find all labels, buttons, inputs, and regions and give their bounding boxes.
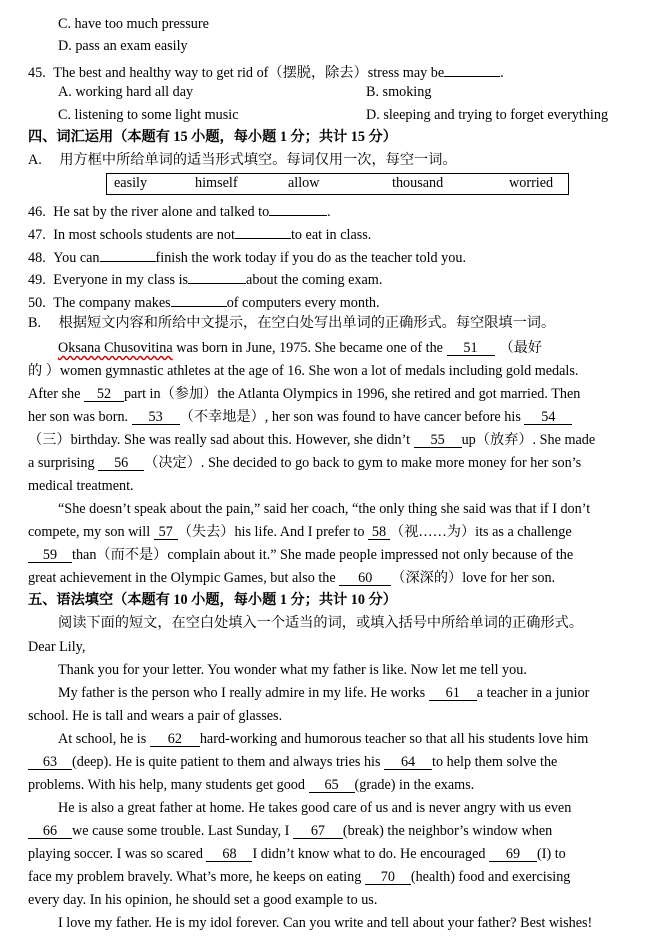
passage-text: up（放弃）. She made: [461, 432, 596, 448]
part-label: B.: [28, 315, 42, 331]
blank-51[interactable]: 51: [447, 339, 495, 356]
blank-52[interactable]: 52: [84, 385, 124, 402]
question-text: He sat by the river alone and talked to: [53, 204, 270, 220]
word-box-item: allow: [288, 175, 320, 191]
passage-line: [28, 545, 573, 565]
letter-line: every day. In his opinion, he should set a good example to us.: [28, 892, 378, 908]
letter-text: we cause some trouble. Last Sunday, I: [72, 823, 293, 839]
letter-line: He is also a great father at home. He takes good care of us and is never angry with us even: [58, 800, 572, 816]
passage-line: [28, 568, 555, 588]
question-text: The company makes: [53, 295, 171, 311]
question-stem: The best and healthy way to get rid of（摆脱，除去）stress may be: [53, 65, 445, 81]
passage-text: was born in June, 1975. She became one of the: [172, 340, 447, 356]
blank-67[interactable]: 67: [293, 822, 343, 839]
section-4-title: 四、词汇运用（本题有 15 小题，每小题 1 分；共计 15 分）: [28, 129, 397, 145]
question-45: 45. The best and healthy way to get rid of（摆脱，除去）stress may be .: [28, 60, 504, 83]
passage-text: （三）birthday. She was really sad about this. However, she didn’t: [28, 432, 414, 448]
letter-text: playing soccer. I was so scared: [28, 846, 207, 862]
q45-option-d: D. sleeping and trying to forget everything: [366, 107, 609, 123]
letter-text: a teacher in a junior: [476, 685, 590, 701]
passage-text: compete, my son will: [28, 524, 154, 540]
passage-line: [28, 384, 580, 404]
passage-text: a surprising: [28, 455, 99, 471]
letter-text: (deep). He is quite patient to them and always tries his: [72, 754, 385, 770]
letter-line: [28, 821, 552, 841]
passage-text: than（而不是）complain about it.” She made people impressed not only because of the: [72, 547, 574, 563]
passage-text: （不幸地是）, her son was found to have cancer before his: [179, 409, 525, 425]
blank-64[interactable]: 64: [384, 753, 432, 770]
instruction-text: 根据短文内容和所给中文提示，在空白处写出单词的正确形式。每空限填一词。: [58, 315, 556, 331]
question-number: 49.: [28, 272, 46, 288]
passage-line: [28, 522, 572, 542]
answer-blank[interactable]: [188, 267, 246, 284]
answer-blank[interactable]: [235, 222, 291, 239]
question-text: about the coming exam.: [246, 272, 383, 288]
letter-line: I love my father. He is my idol forever. Can you write and tell about your father? Best wishes!: [58, 915, 593, 931]
passage-line: [28, 407, 572, 427]
letter-line: [28, 867, 570, 887]
passage-text: （决定）. She decided to go back to gym to make more money for her son’s: [144, 455, 582, 471]
passage-text: After she: [28, 386, 84, 402]
question-text: You can: [53, 250, 100, 266]
blank-68[interactable]: 68: [206, 845, 252, 862]
word-box-item: easily: [114, 175, 148, 191]
part-b-instruction: [28, 313, 555, 333]
blank-54[interactable]: 54: [524, 408, 572, 425]
question-text: to eat in class.: [290, 227, 372, 243]
letter-text: (break) the neighbor’s window when: [342, 823, 553, 839]
question-47: [28, 222, 371, 245]
letter-line: [58, 729, 588, 749]
question-number: 47.: [28, 227, 46, 243]
blank-69[interactable]: 69: [489, 845, 537, 862]
q45-option-b: B. smoking: [366, 84, 432, 100]
part-label: A.: [28, 152, 42, 168]
passage-line: [28, 453, 581, 473]
question-text: Everyone in my class is: [53, 272, 189, 288]
blank-62[interactable]: 62: [150, 730, 200, 747]
question-number: 45.: [28, 65, 46, 81]
letter-text: face my problem bravely. What’s more, he keeps on eating: [28, 869, 365, 885]
blank-65[interactable]: 65: [309, 776, 355, 793]
letter-text: (I) to: [537, 846, 566, 862]
answer-blank[interactable]: [171, 290, 227, 307]
q44-option-c: C. have too much pressure: [58, 16, 209, 32]
passage-text: （失去）his life. And I prefer to: [177, 524, 369, 540]
question-number: 46.: [28, 204, 46, 220]
question-49: [28, 267, 382, 290]
question-text: finish the work today if you do as the teacher told you.: [155, 250, 467, 266]
instruction-text: 用方框中所给单词的适当形式填空。每词仅用一次，每空一词。: [59, 152, 457, 168]
passage-text: her son was born.: [28, 409, 132, 425]
question-50: [28, 290, 380, 313]
answer-blank[interactable]: [444, 60, 500, 77]
blank-53[interactable]: 53: [132, 408, 180, 425]
letter-text: hard-working and humorous teacher so that all his students love him: [199, 731, 589, 747]
passage-line: [58, 338, 542, 358]
letter-line: [28, 752, 557, 772]
blank-56[interactable]: 56: [98, 454, 144, 471]
section-5-instruction: 阅读下面的短文，在空白处填入一个适当的词，或填入括号中所给单词的正确形式。: [58, 615, 583, 631]
blank-55[interactable]: 55: [414, 431, 462, 448]
blank-58[interactable]: 58: [368, 523, 390, 540]
passage-line: medical treatment.: [28, 478, 134, 494]
letter-greeting: Dear Lily,: [28, 639, 86, 655]
q44-option-d: D. pass an exam easily: [58, 38, 188, 54]
word-box-item: himself: [195, 175, 238, 191]
letter-line: school. He is tall and wears a pair of glasses.: [28, 708, 283, 724]
word-box-item: worried: [509, 175, 554, 191]
letter-text: My father is the person who I really admire in my life. He works: [58, 685, 429, 701]
part-a-instruction: [28, 150, 457, 170]
word-box: [106, 173, 569, 195]
blank-59[interactable]: 59: [28, 546, 72, 563]
passage-line: “She doesn’t speak about the pain,” said her coach, “the only thing she said was that if I don’t: [58, 501, 591, 517]
passage-text: part in（参加）the Atlanta Olympics in 1996, she retired and got married. Then: [123, 386, 581, 402]
question-text: In most schools students are not: [53, 227, 235, 243]
q45-option-a: A. working hard all day: [58, 84, 194, 100]
letter-line: [28, 844, 566, 864]
answer-blank[interactable]: [100, 245, 156, 262]
letter-text: problems. With his help, many students get good: [28, 777, 309, 793]
blank-60[interactable]: 60: [339, 569, 391, 586]
question-text: .: [327, 204, 331, 220]
passage-text: （最好: [499, 340, 543, 356]
question-46: [28, 199, 331, 222]
blank-70[interactable]: 70: [365, 868, 411, 885]
passage-line: 的 ）women gymnastic athletes at the age of 16. She won a lot of medals including gold medals.: [28, 363, 579, 379]
blank-66[interactable]: 66: [28, 822, 72, 839]
letter-text: (health) food and exercising: [410, 869, 571, 885]
passage-text: （深深的）love for her son.: [391, 570, 556, 586]
question-number: 50.: [28, 295, 46, 311]
q45-option-c: C. listening to some light music: [58, 107, 239, 123]
passage-text: （视……为）its as a challenge: [390, 524, 572, 540]
blank-61[interactable]: 61: [429, 684, 477, 701]
letter-line: Thank you for your letter. You wonder what my father is like. Now let me tell you.: [58, 662, 527, 678]
letter-text: At school, he is: [58, 731, 150, 747]
blank-57[interactable]: 57: [154, 523, 178, 540]
passage-text: great achievement in the Olympic Games, but also the: [28, 570, 340, 586]
question-number: 48.: [28, 250, 46, 266]
letter-line: [58, 683, 589, 703]
passage-line: [28, 430, 595, 450]
letter-line: [28, 775, 474, 795]
person-name: Oksana Chusovitina: [58, 340, 173, 356]
letter-text: (grade) in the exams.: [354, 777, 475, 793]
answer-blank[interactable]: [269, 199, 327, 216]
question-48: [28, 245, 466, 268]
word-box-item: thousand: [392, 175, 444, 191]
letter-text: to help them solve the: [432, 754, 558, 770]
blank-63[interactable]: 63: [28, 753, 72, 770]
letter-text: I didn’t know what to do. He encouraged: [252, 846, 490, 862]
question-text: of computers every month.: [226, 295, 380, 311]
section-5-title: 五、语法填空（本题有 10 小题，每小题 1 分；共计 10 分）: [28, 592, 397, 608]
